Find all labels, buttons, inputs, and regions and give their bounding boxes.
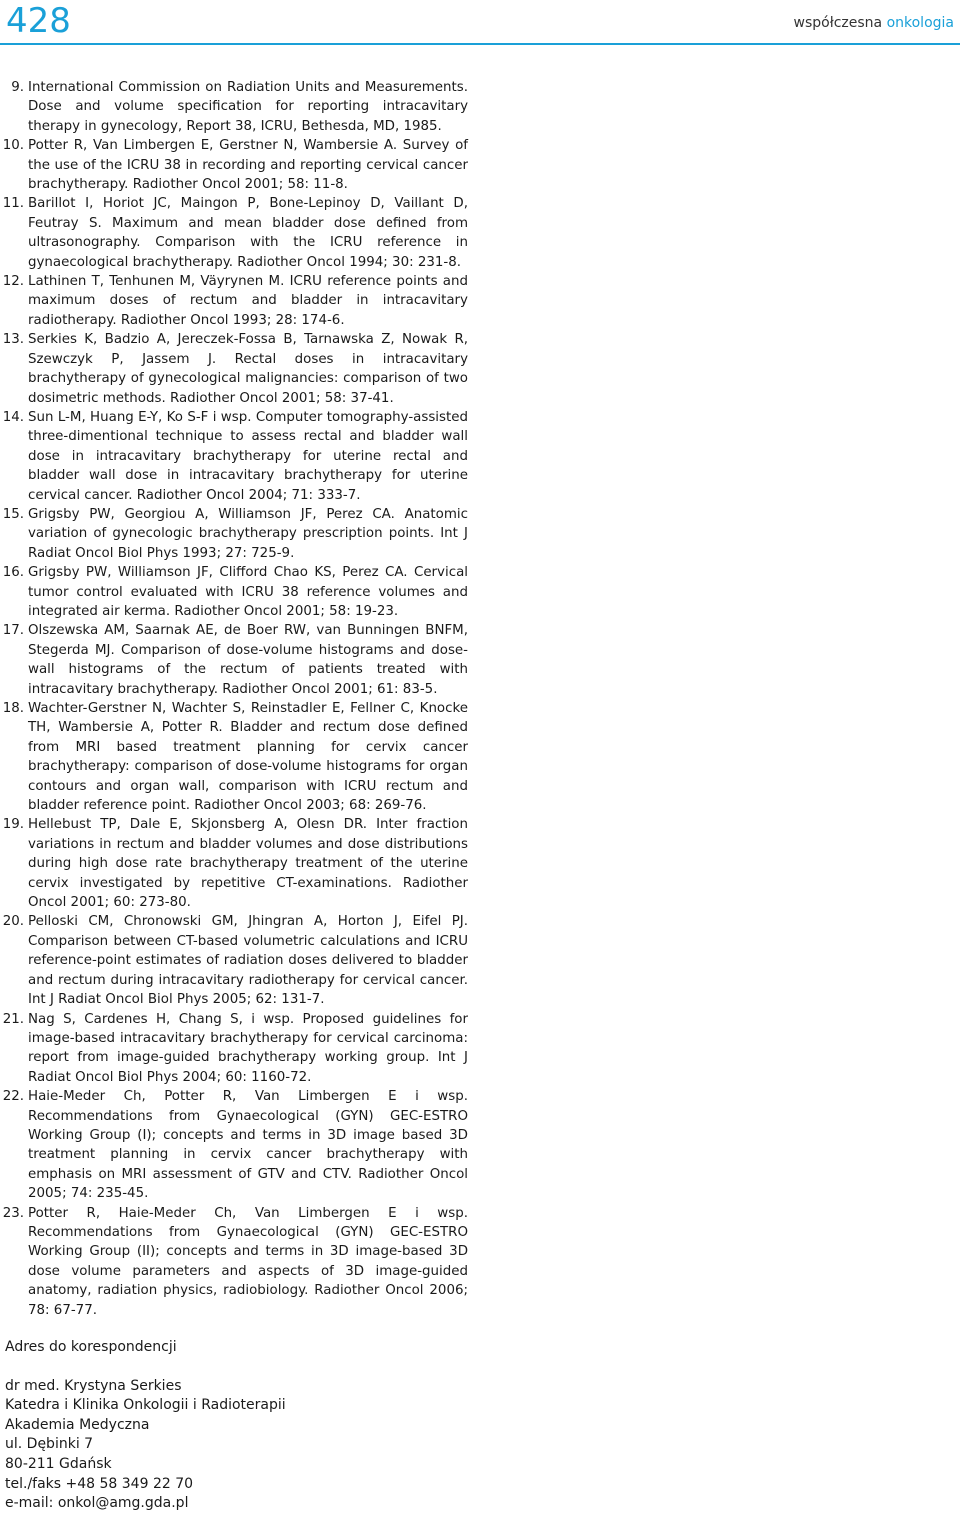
reference-number: 19.: [2, 817, 24, 833]
correspondence-name: dr med. Krystyna Serkies: [5, 1377, 182, 1394]
reference-text: Olszewska AM, Saarnak AE, de Boer RW, van Bunningen BNFM, Stegerda MJ. Comparison of dose-volume histograms and dose-wall histograms of the rectum of patients treated with intracavitary brachytherapy. Radiother Oncol 2001; 61: 83-5.: [28, 623, 468, 697]
reference-text: International Commission on Radiation Units and Measurements. Dose and volume specification for reporting intracavitary therapy in gynecology, Report 38, ICRU, Bethesda, MD, 1985.: [28, 80, 468, 134]
reference-number: 21.: [2, 1011, 24, 1027]
reference-number: 14.: [2, 409, 24, 425]
reference-item: [0, 272, 468, 330]
reference-item: [0, 563, 468, 621]
reference-text: Grigsby PW, Williamson JF, Clifford Chao KS, Perez CA. Cervical tumor control evaluated with ICRU 38 reference volumes and integrated air kerma. Radiother Oncol 2001; 58: 19-23.: [28, 565, 468, 619]
reference-number: 18.: [2, 701, 24, 716]
correspondence-department: Katedra i Klinika Onkologii i Radioterapii: [5, 1397, 286, 1414]
reference-item: [0, 815, 468, 912]
correspondence-heading: Adres do korespondencji: [5, 1339, 177, 1355]
reference-number: 13.: [2, 332, 24, 348]
reference-number: 15.: [2, 506, 24, 522]
correspondence-email[interactable]: e-mail: onkol@amg.gda.pl: [5, 1495, 189, 1512]
correspondence-institution: Akademia Medyczna: [5, 1416, 150, 1433]
reference-text: Pelloski CM, Chronowski GM, Jhingran A, Horton J, Eifel PJ. Comparison between CT-based volumetric calculations and ICRU reference-point estimates of radiation doses delivered to bladder and rectum during intracavitary radiotherapy for cervical cancer. Int J Radiat Oncol Biol Phys 2005; 62: 131-7.: [28, 914, 468, 1008]
reference-item: [0, 1010, 468, 1088]
reference-number: 17.: [2, 623, 24, 639]
reference-number: 16.: [2, 565, 24, 581]
reference-number: 23.: [2, 1205, 24, 1221]
reference-number: 10.: [2, 138, 24, 154]
reference-text: Hellebust TP, Dale E, Skjonsberg A, Olesn DR. Inter fraction variations in rectum and bladder volumes and dose distributions during high dose rate brachytherapy treatment of the uterine cervix investigated by repetitive CT-examinations. Radiother Oncol 2001; 60: 273-80.: [28, 817, 468, 911]
reference-item: [0, 699, 468, 815]
reference-text: Haie-Meder Ch, Potter R, Van Limbergen E i wsp. Recommendations from Gynaecological (GYN) GEC-ESTRO Working Group (I); concepts and terms in 3D image based 3D treatment planning in cervix cancer brachytherapy with emphasis on MRI assessment of GTV and CTV. Radiother Oncol 2005; 74: 235-45.: [28, 1089, 468, 1202]
reference-number: 9.: [11, 80, 24, 95]
reference-text: Nag S, Cardenes H, Chang S, i wsp. Proposed guidelines for image-based intracavitary brachytherapy for cervical carcinoma: report from image-guided brachytherapy working group. Int J Radiat Oncol Biol Phys 2004; 60: 1160-72.: [28, 1011, 468, 1085]
reference-number: 22.: [2, 1089, 24, 1105]
reference-text: Grigsby PW, Georgiou A, Williamson JF, Perez CA. Anatomic variation of gynecologic brachytherapy prescription points. Int J Radiat Oncol Biol Phys 1993; 27: 725-9.: [28, 506, 468, 561]
reference-item: [0, 78, 468, 136]
reference-item: [0, 912, 468, 1009]
reference-item: [0, 505, 468, 563]
reference-item: [0, 330, 468, 408]
reference-text: Lathinen T, Tenhunen M, Väyrynen M. ICRU reference points and maximum doses of rectum and bladder in intracavitary radiotherapy. Radiother Oncol 1993; 28: 174-6.: [28, 274, 468, 328]
reference-item: [0, 194, 468, 272]
journal-name: [794, 15, 954, 31]
reference-item: [0, 1087, 468, 1203]
correspondence-street: ul. Dębinki 7: [5, 1436, 94, 1453]
reference-text: Potter R, Haie-Meder Ch, Van Limbergen E i wsp. Recommendations from Gynaecological (GYN) GEC-ESTRO Working Group (II); concepts and terms in 3D image-based 3D dose volume parameters and aspects of 3D image-guided anatomy, radiation physics, radiobiology. Radiother Oncol 2006; 78: 67-77.: [28, 1205, 468, 1318]
reference-item: [0, 408, 468, 505]
reference-list: [0, 78, 480, 1320]
reference-number: 12.: [2, 274, 24, 290]
reference-text: Barillot I, Horiot JC, Maingon P, Bone-Lepinoy D, Vaillant D, Feutray S. Maximum and mean bladder dose defined from ultrasonography. Comparison with the ICRU reference in gynaecological brachytherapy. Radiother Oncol 1994; 30: 231-8.: [28, 196, 468, 270]
reference-item: [0, 621, 468, 699]
header-rule: [0, 43, 960, 45]
reference-text: Sun L-M, Huang E-Y, Ko S-F i wsp. Computer tomography-assisted three-dimentional technique to assess rectal and bladder wall dose in intracavitary brachytherapy for uterine rectal and bladder wall dose in intracavitary brachytherapy for uterine cervical cancer. Radiother Oncol 2004; 71: 333-7.: [28, 409, 468, 503]
reference-text: Potter R, Van Limbergen E, Gerstner N, Wambersie A. Survey of the use of the ICRU 38 in recording and reporting cervical cancer brachytherapy. Radiother Oncol 2001; 58: 11-8.: [28, 138, 468, 193]
correspondence-city: 80-211 Gdańsk: [5, 1455, 112, 1472]
journal-name-accent: onkologia: [886, 15, 954, 31]
page-number: 428: [6, 1, 71, 41]
reference-item: [0, 136, 468, 194]
correspondence-phone: tel./faks +48 58 349 22 70: [5, 1475, 194, 1492]
reference-number: 11.: [2, 196, 24, 212]
correspondence-block: [5, 1338, 286, 1514]
reference-text: Serkies K, Badzio A, Jereczek-Fossa B, Tarnawska Z, Nowak R, Szewczyk P, Jassem J. Rectal doses in intracavitary brachytherapy of gynecological malignancies: comparison of two dosimetric methods. Radiother Oncol 2001; 58: 37-41.: [28, 332, 468, 406]
reference-item: [0, 1204, 468, 1320]
journal-name-plain: współczesna: [793, 15, 887, 31]
reference-text: Wachter-Gerstner N, Wachter S, Reinstadler E, Fellner C, Knocke TH, Wambersie A, Potter R. Bladder and rectum dose defined from MRI based treatment planning for cervix cancer brachytherapy: comparison of dose-volume histograms for organ contours and organ wall, comparison with ICRU rectum and bladder reference point. Radiother Oncol 2003; 68: 269-76.: [28, 701, 468, 814]
reference-number: 20.: [2, 914, 24, 930]
